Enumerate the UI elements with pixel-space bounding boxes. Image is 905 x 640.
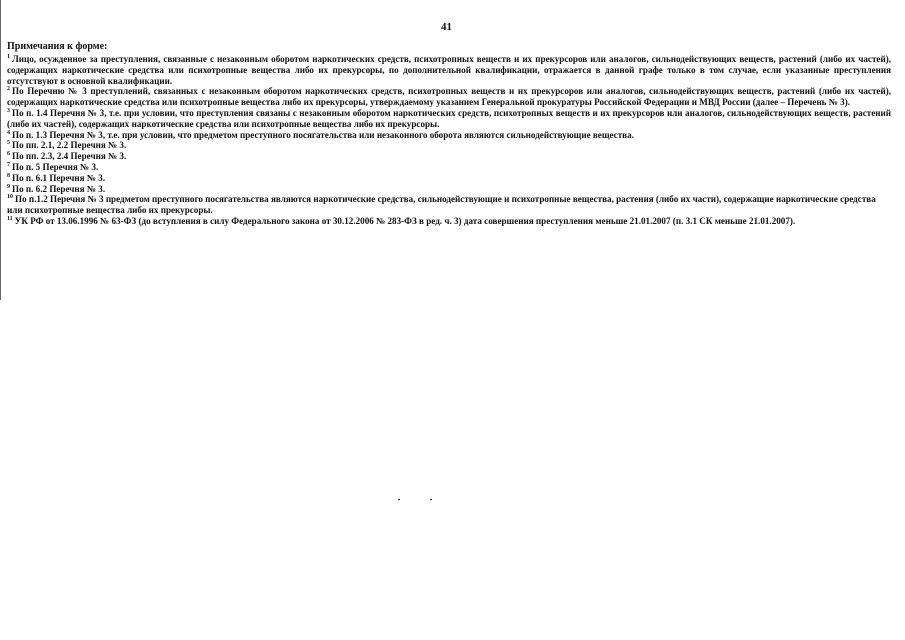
footnote-2 <box>7 86 891 108</box>
footnote-marker: 2 <box>7 86 10 93</box>
footnote-marker: 8 <box>7 172 10 179</box>
footnote-text: По п. 5 Перечня № 3. <box>12 161 99 172</box>
footnote-4 <box>7 130 891 141</box>
footnote-text: По пп. 2.1, 2.2 Перечня № 3. <box>12 140 127 151</box>
footnote-text: По п. 6.2 Перечня № 3. <box>12 183 106 194</box>
footnote-10 <box>7 194 891 216</box>
footnote-5 <box>7 140 891 151</box>
footnote-11 <box>7 216 891 227</box>
footnote-marker: 1 <box>7 54 10 60</box>
footnote-marker: 4 <box>7 129 10 136</box>
footnote-9 <box>7 184 891 195</box>
footnote-text: По пп. 2.3, 2.4 Перечня № 3. <box>12 151 127 162</box>
footnote-text: Лицо, осужденное за преступления, связанные с незаконным оборотом наркотических средств, психотропных веществ и их прекурсоров или аналогов, сильнодействующих веществ, растений (либо их частей), содержащих наркотические средства или психотропные вещества либо их прекурсоры, по дополнительной квалификации, отражается в данной графе только в том случае, если указанные преступления отсутствуют в основной квалификации. <box>7 54 891 86</box>
footnote-marker: 10 <box>7 194 13 201</box>
footnote-6 <box>7 151 891 162</box>
page-number: 41 <box>441 21 452 33</box>
footnote-text: По п. 1.4 Перечня № 3, т.е. при условии, что преступления связаны с незаконным оборотом наркотических средств, психотропных веществ и их прекурсоров или аналогов, сильнодействующих веществ, растений (либо их частей), содержащих наркотические средства или психотропные вещества либо их прекурсоры. <box>7 107 891 129</box>
footnote-text: По п. 6.1 Перечня № 3. <box>12 172 106 183</box>
footnote-marker: 11 <box>7 215 13 222</box>
footnote-text: УК РФ от 13.06.1996 № 63-ФЗ (до вступления в силу Федерального закона от 30.12.2006 № 283-ФЗ в ред. ч. 3) дата совершения преступления меньше 21.01.2007 (п. 3.1 СК меньше 21.01.2007). <box>14 215 796 226</box>
footnote-marker: 7 <box>7 161 10 168</box>
footnote-7 <box>7 162 891 173</box>
footnote-8 <box>7 173 891 184</box>
notes-heading: Примечания к форме: <box>7 41 108 52</box>
scan-speck <box>430 499 432 500</box>
scan-edge-line <box>0 0 1 300</box>
footnote-text: По п.1.2 Перечня № 3 предметом преступного посягательства являются наркотические средства, сильнодействующие и психотропные вещества, растения (либо их части), содержащие наркотические средства или психотропные вещества либо их прекурсоры. <box>7 194 876 216</box>
footnotes-list <box>7 54 891 227</box>
footnote-marker: 3 <box>7 107 10 114</box>
footnote-1 <box>7 54 891 86</box>
scan-speck <box>398 499 400 500</box>
footnote-3 <box>7 108 891 130</box>
footnote-text: По п. 1.3 Перечня № 3, т.е. при условии, что предметом преступного посягательства или незаконного оборота являются сильнодействующие вещества. <box>12 129 634 140</box>
footnote-text: По Перечню № 3 преступлений, связанных с незаконным оборотом наркотических средств, психотропных веществ и их прекурсоров или аналогов, сильнодействующих веществ, растений (либо их частей), содержащих наркотические средства или психотропные вещества либо их прекурсоры, утверждаемому указанием Генеральной прокуратуры Российской Федерации и МВД России (далее – Перечень № 3). <box>7 86 891 108</box>
footnote-marker: 5 <box>7 140 10 147</box>
footnote-marker: 9 <box>7 183 10 190</box>
footnote-marker: 6 <box>7 151 10 158</box>
